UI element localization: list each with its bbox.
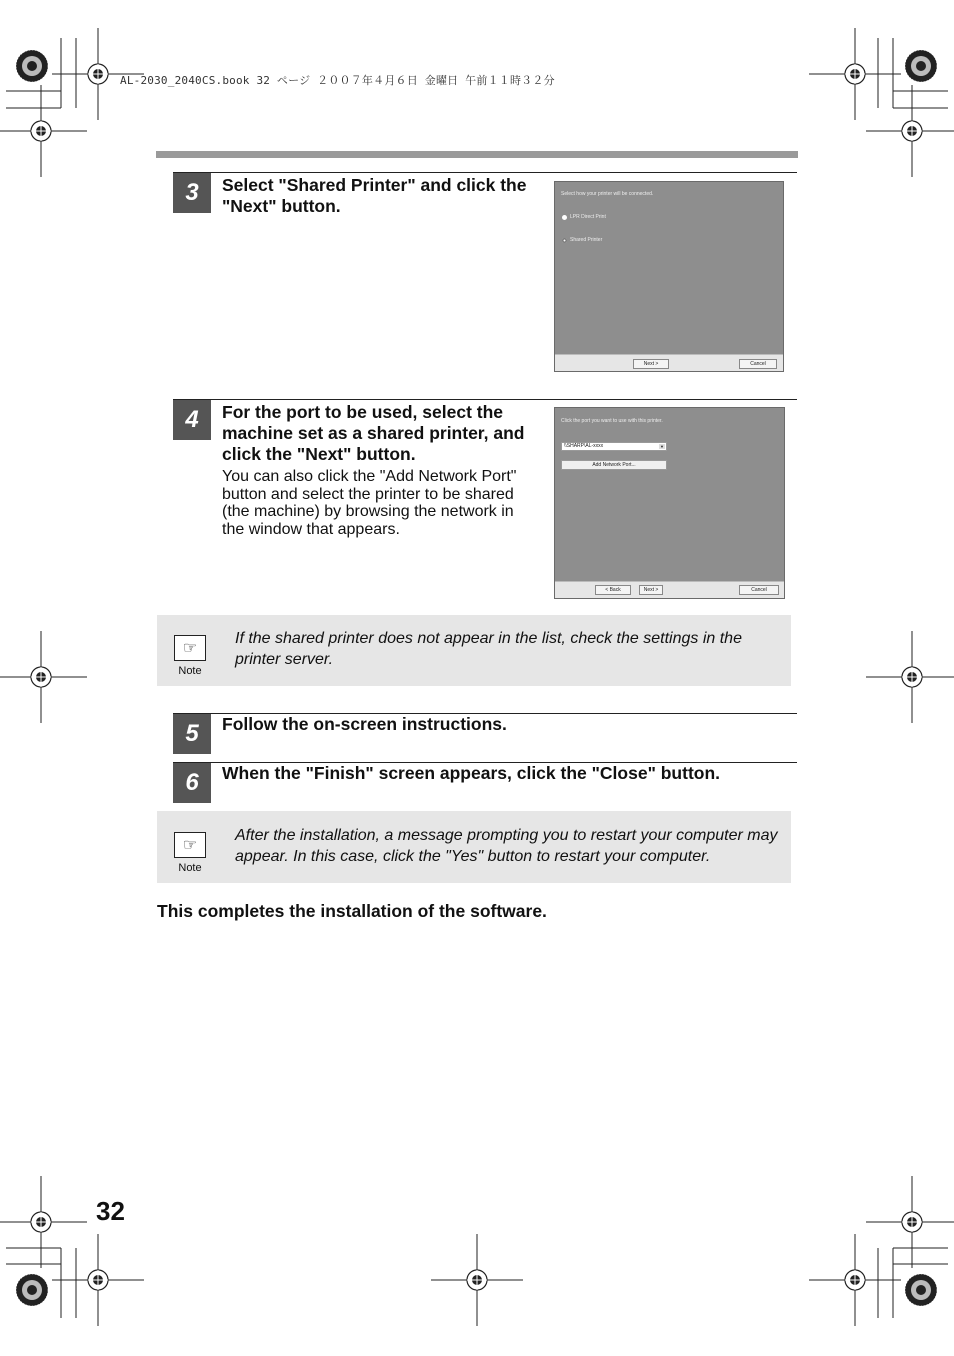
lpr-direct-print-label: LPR Direct Print [570, 214, 606, 220]
note-label: Note [178, 862, 202, 874]
next-button[interactable]: Next > [633, 359, 669, 369]
next-button[interactable]: Next > [639, 585, 663, 595]
shared-printer-label: Shared Printer [570, 237, 603, 243]
step-4-title: For the port to be used, select the machine set as a shared printer, and click the "Next" button. [222, 402, 525, 464]
pointing-hand-icon: ☞ [174, 832, 206, 858]
cancel-button[interactable]: Cancel [739, 359, 777, 369]
add-network-port-button[interactable]: Add Network Port... [561, 460, 667, 470]
chevron-down-icon: ▼ [660, 444, 664, 449]
step-6-title: When the "Finish" screen appears, click the "Close" button. [222, 763, 721, 783]
page-number: 32 [96, 1196, 125, 1226]
dialog-prompt: Click the port you want to use with this printer. [561, 418, 663, 424]
pointing-hand-icon: ☞ [174, 635, 206, 661]
step-5-title: Follow the on-screen instructions. [222, 714, 507, 734]
step-3-title: Select "Shared Printer" and click the "Next" button. [222, 175, 527, 216]
cancel-button[interactable]: Cancel [739, 585, 779, 595]
port-select-value: \\SHARP\AL-xxxx [564, 443, 604, 449]
note-text: After the installation, a message prompting you to restart your computer may appear. In this case, click the "Yes" button to restart your computer. [235, 827, 778, 865]
step-5-number: 5 [173, 714, 211, 754]
note-label: Note [178, 665, 202, 677]
step-4-number: 4 [173, 400, 211, 440]
step-4-description: You can also click the "Add Network Port" button and select the printer to be shared (the machine) by browsing the network in the window that appears. [222, 468, 517, 538]
back-button[interactable]: < Back [595, 585, 631, 595]
print-header: AL-2030_2040CS.book 32 ページ ２００７年４月６日 金曜日 午前１１時３２分 [120, 74, 555, 87]
step-6-number: 6 [173, 763, 211, 803]
completion-text: This completes the installation of the software. [157, 901, 547, 921]
step-3-number: 3 [173, 173, 211, 213]
dialog-prompt: Select how your printer will be connected. [561, 191, 654, 197]
note-text: If the shared printer does not appear in the list, check the settings in the printer server. [235, 630, 742, 668]
